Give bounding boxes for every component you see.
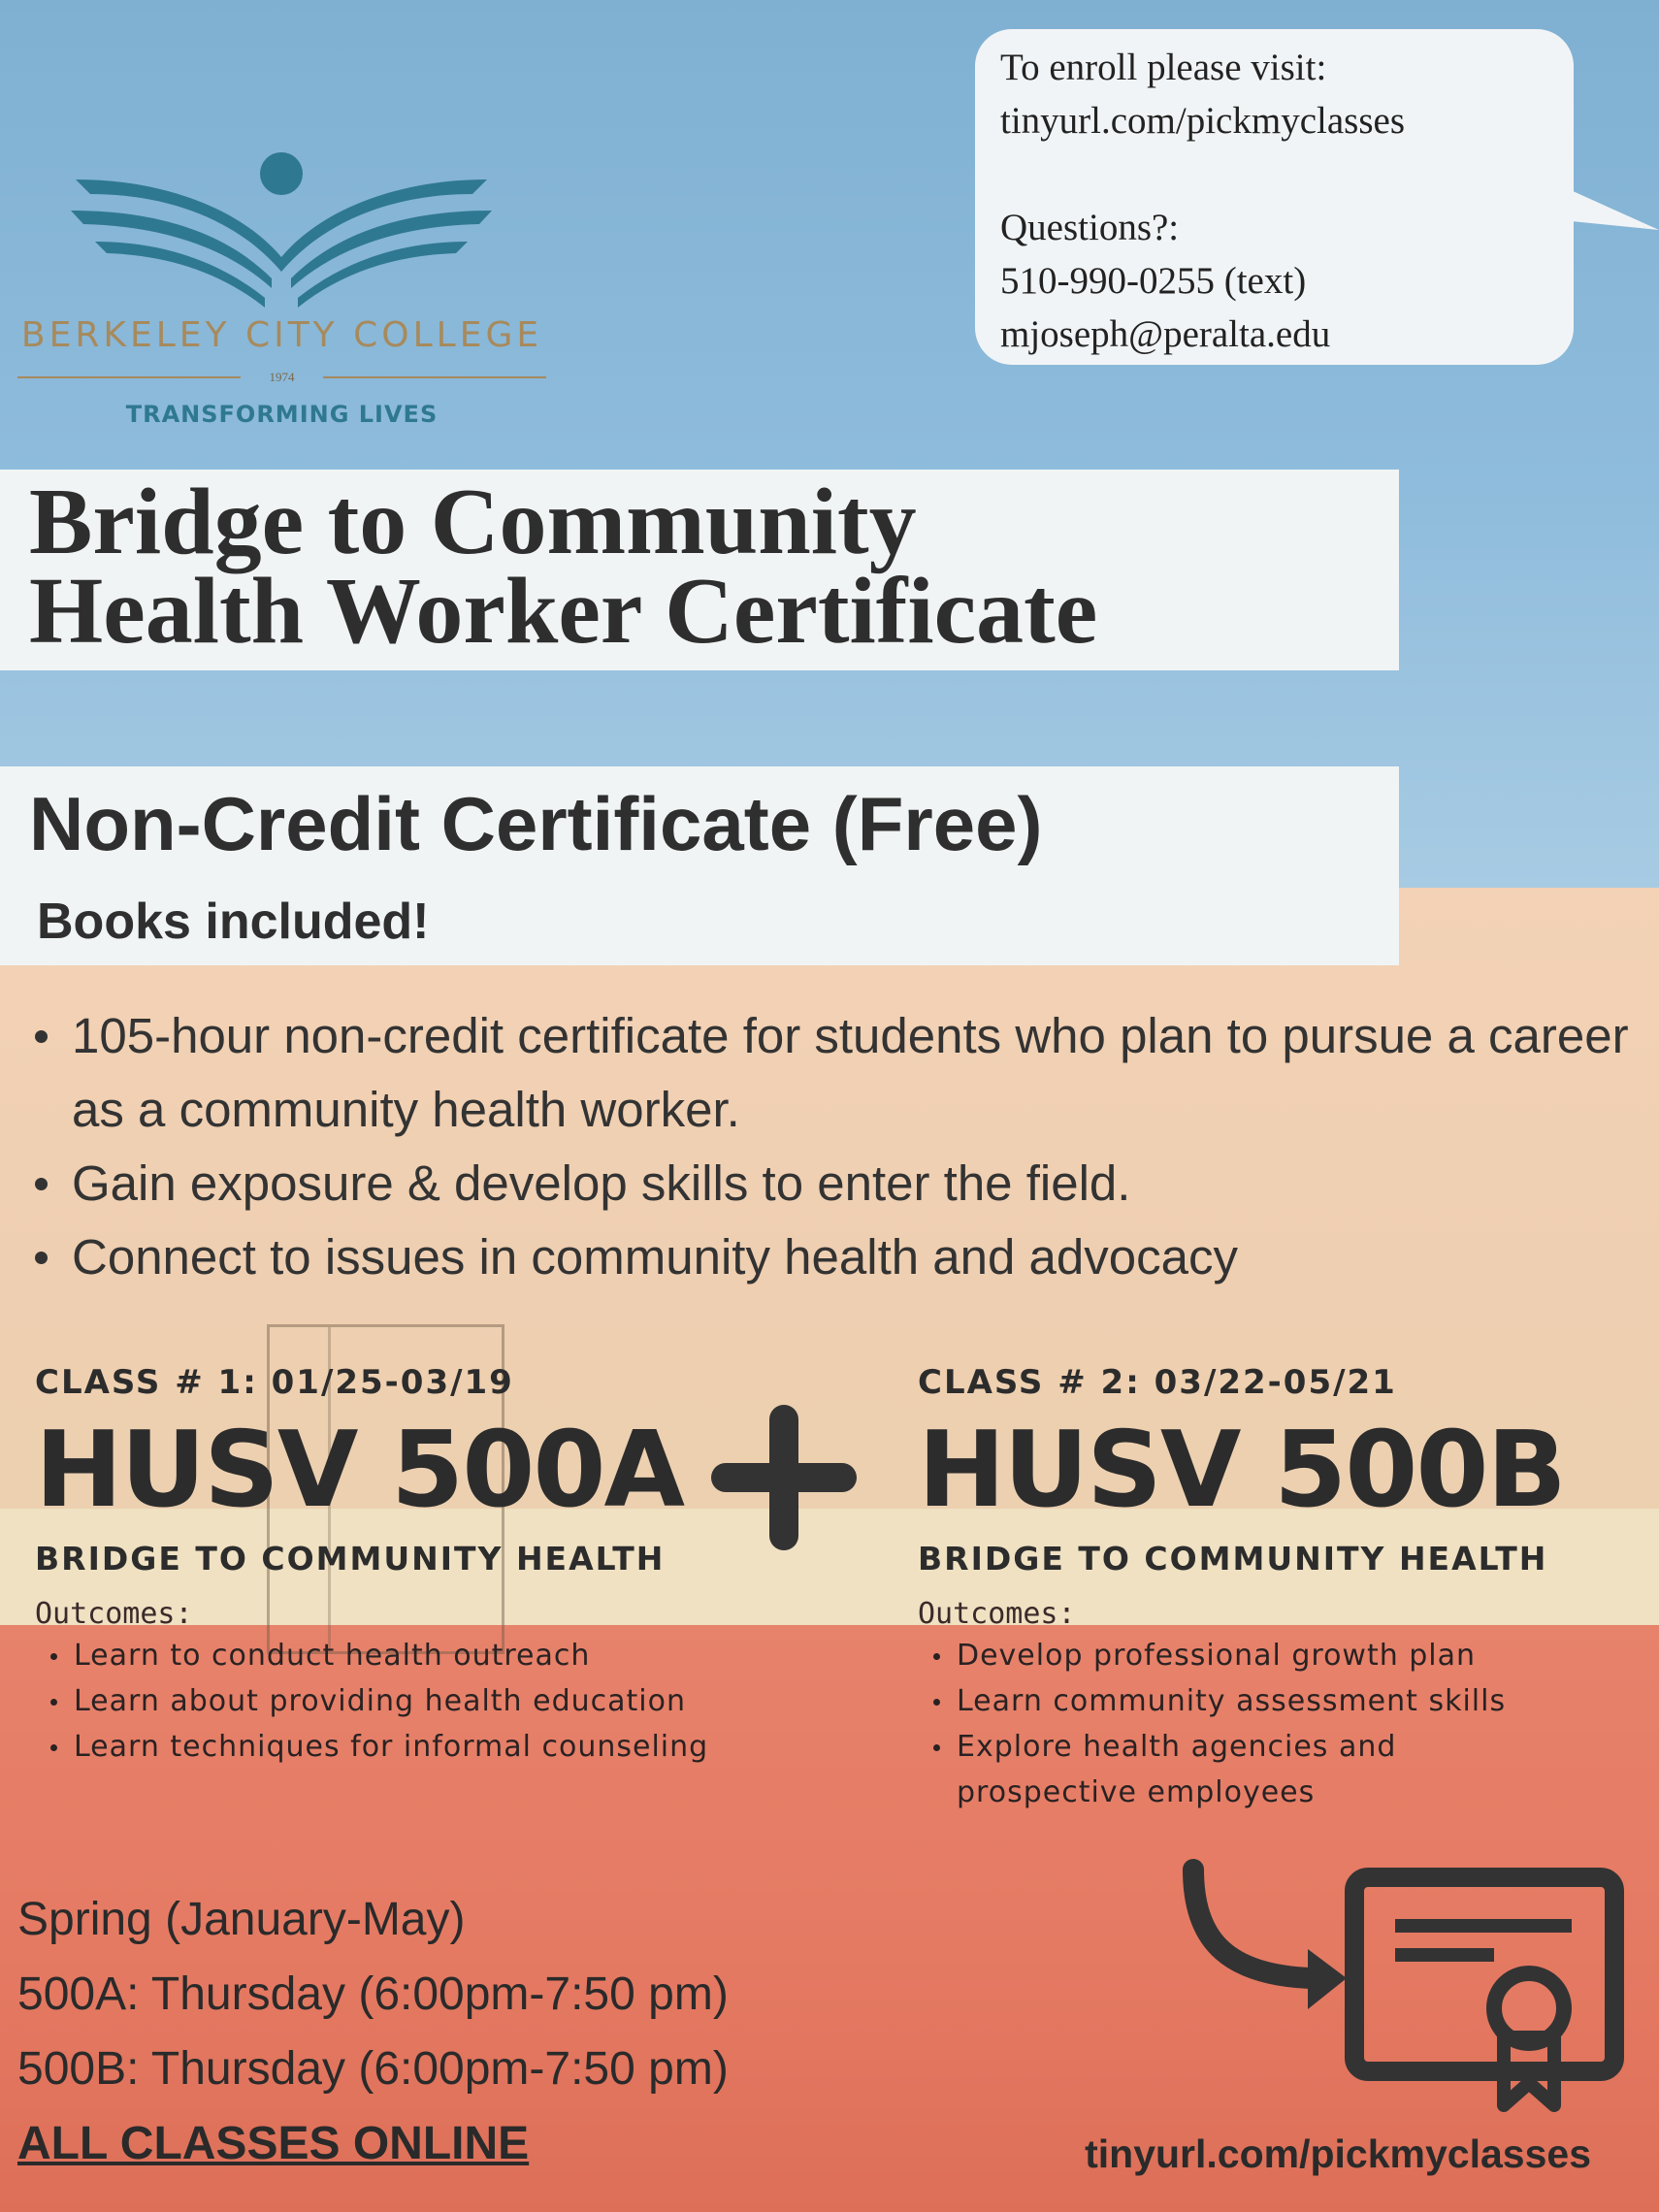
class-2-dates: CLASS # 2: 03/22-05/21 <box>918 1363 1397 1402</box>
questions-label: Questions?: <box>1000 207 1180 248</box>
certificate-icon <box>1354 1877 1614 2105</box>
class-2-code: HUSV 500B <box>918 1410 1565 1531</box>
class-1-outcomes <box>35 1633 714 1770</box>
outcome-item: Learn techniques for informal counseling <box>35 1724 714 1770</box>
outcome-item: Learn about providing health education <box>35 1678 714 1724</box>
info-bullet: 105-hour non-credit certificate for students who plan to pursue a career as a community health worker. <box>29 999 1630 1147</box>
enroll-label: To enroll please visit: <box>1000 47 1327 88</box>
footer-enroll-link[interactable]: tinyurl.com/pickmyclasses <box>1085 2131 1591 2176</box>
class-2-outcomes-label: Outcomes: <box>918 1597 1076 1631</box>
schedule-500b: 500B: Thursday (6:00pm-7:50 pm) <box>17 2043 729 2095</box>
class-1-outcomes-label: Outcomes: <box>35 1597 193 1631</box>
arrow-icon <box>1193 1870 1347 2009</box>
books-note: Books included! <box>37 894 430 950</box>
certificate-graphic <box>1174 1858 1630 2125</box>
title-panel <box>0 470 1399 670</box>
college-name: BERKELEY CITY COLLEGE <box>20 315 543 355</box>
outcome-item: Learn community assessment skills <box>918 1678 1597 1724</box>
email-address[interactable]: mjoseph@peralta.edu <box>1000 313 1331 355</box>
outcome-item: Develop professional growth plan <box>918 1633 1597 1678</box>
enroll-link[interactable]: tinyurl.com/pickmyclasses <box>1000 100 1406 142</box>
contact-bubble <box>975 29 1574 365</box>
schedule-term: Spring (January-May) <box>17 1894 466 1945</box>
college-logo <box>17 141 546 441</box>
class-1-dates: CLASS # 1: 01/25-03/19 <box>35 1363 514 1402</box>
info-bullet: Gain exposure & develop skills to enter the field. <box>29 1147 1630 1220</box>
class-1-code: HUSV 500A <box>35 1410 684 1531</box>
college-tagline: TRANSFORMING LIVES <box>125 401 439 428</box>
schedule-500a: 500A: Thursday (6:00pm-7:50 pm) <box>17 1968 729 2020</box>
info-bullets <box>29 999 1630 1294</box>
class-1-name: BRIDGE TO COMMUNITY HEALTH <box>35 1540 666 1578</box>
info-bullet: Connect to issues in community health and advocacy <box>29 1220 1630 1294</box>
class-1 <box>35 1363 714 1770</box>
phone-number[interactable]: 510-990-0255 (text) <box>1000 260 1307 302</box>
class-2-outcomes <box>918 1633 1597 1815</box>
class-2-name: BRIDGE TO COMMUNITY HEALTH <box>918 1540 1548 1578</box>
college-year: 1974 <box>269 370 295 384</box>
online-notice: ALL CLASSES ONLINE <box>17 2118 530 2169</box>
certificate-type: Non-Credit Certificate (Free) <box>29 781 1043 866</box>
outcome-item: Learn to conduct health outreach <box>35 1633 714 1678</box>
subtitle-panel <box>0 766 1399 965</box>
book-logo-icon <box>17 141 546 310</box>
page-title-line-2: Health Worker Certificate <box>29 559 1098 664</box>
outcome-item: Explore health agencies and prospective employees <box>918 1724 1461 1815</box>
class-2 <box>918 1363 1597 1815</box>
bubble-tail <box>1562 186 1659 235</box>
plus-icon <box>706 1400 862 1555</box>
page-title-line-1: Bridge to Community <box>29 470 917 574</box>
schedule <box>17 1882 729 2181</box>
